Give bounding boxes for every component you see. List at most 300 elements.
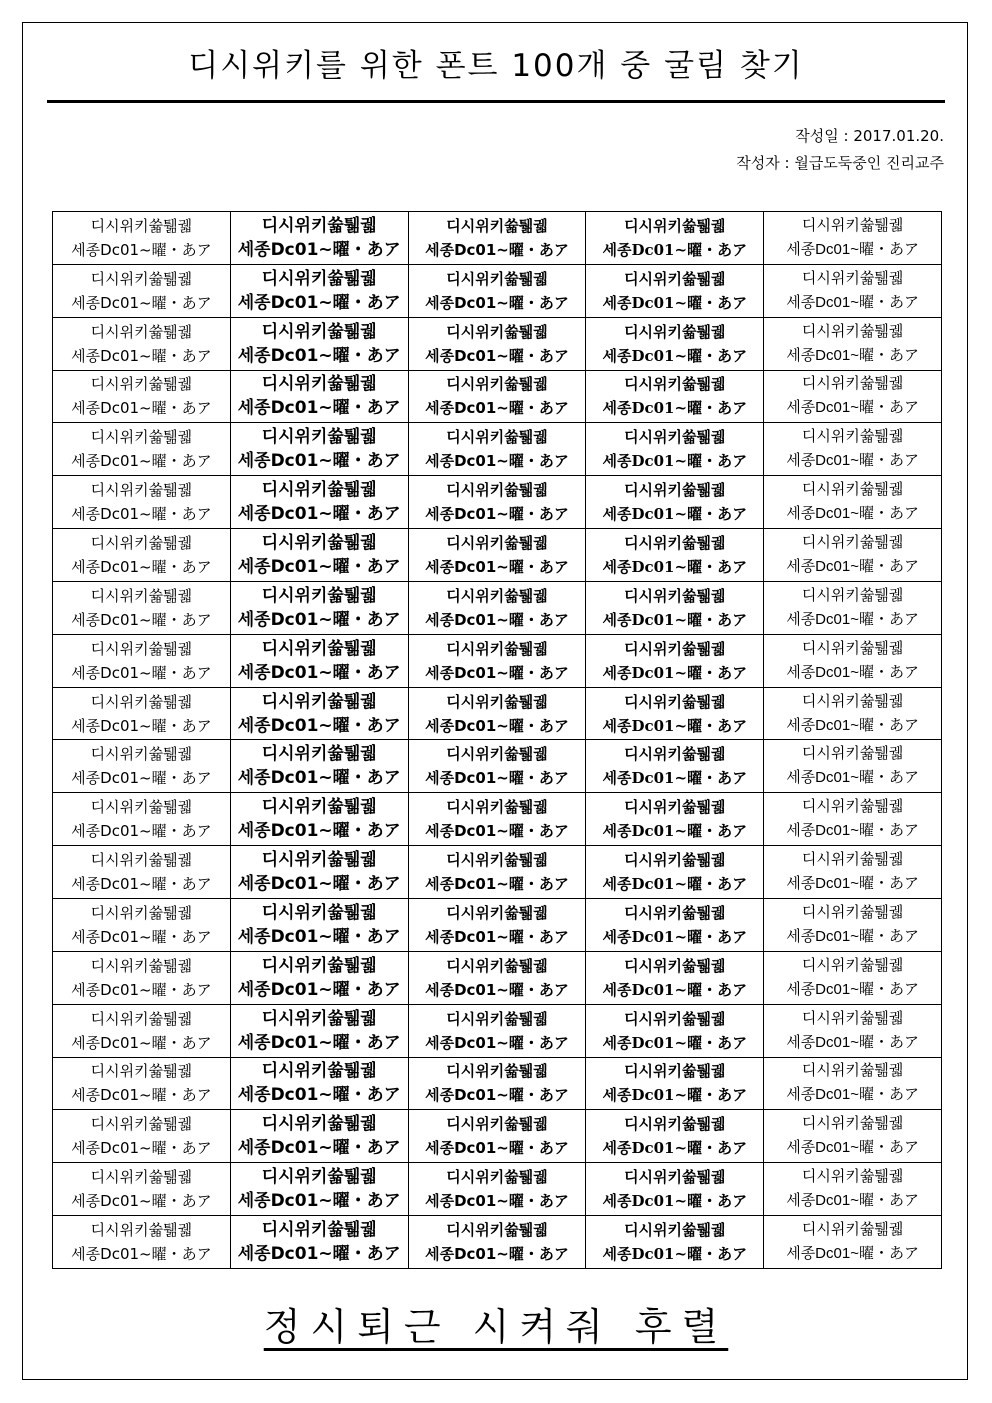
table-row — [53, 951, 942, 1004]
sample-line-1: 디시위키쓟퉮궯 — [801, 375, 904, 393]
font-sample-cell — [230, 1004, 408, 1057]
font-sample-cell — [586, 1110, 764, 1163]
sample-line-1: 디시위키쓟퉮궯 — [90, 639, 193, 658]
table-row — [53, 1057, 942, 1110]
sample-line-1: 디시위키쓟퉮궯 — [446, 798, 548, 817]
font-sample-cell — [586, 1216, 764, 1269]
sample-line-2: 세종Dc01~曜・あア — [71, 1139, 212, 1158]
font-sample-cell — [764, 370, 942, 423]
font-sample-cell — [230, 476, 408, 529]
sample-line-2: 세종Dc01~曜・あア — [602, 1086, 748, 1105]
font-sample-cell — [586, 951, 764, 1004]
sample-line-2: 세종Dc01~曜・あア — [237, 926, 401, 947]
font-sample-cell — [230, 1216, 408, 1269]
sample-line-2: 세종Dc01~曜・あア — [786, 1192, 919, 1210]
font-sample-cell — [408, 793, 586, 846]
sample-line-1: 디시위키쓟퉮궯 — [90, 586, 193, 605]
sample-line-1: 디시위키쓟퉮궯 — [446, 1062, 548, 1081]
sample-line-2: 세종Dc01~曜・あア — [71, 875, 212, 894]
sample-line-1: 디시위키쓟퉮궯 — [446, 1009, 548, 1028]
sample-line-1: 디시위키쓟퉮궯 — [261, 427, 377, 448]
sample-line-2: 세종Dc01~曜・あア — [71, 399, 212, 418]
table-row — [53, 212, 942, 265]
table-row — [53, 1110, 942, 1163]
sample-line-1: 디시위키쓟퉮궯 — [90, 851, 193, 870]
sample-line-1: 디시위키쓟퉮궯 — [261, 1114, 377, 1135]
sample-line-2: 세종Dc01~曜・あア — [71, 1086, 212, 1105]
font-sample-cell — [764, 1004, 942, 1057]
table-row — [53, 898, 942, 951]
sample-line-1: 디시위키쓟퉮궯 — [446, 269, 548, 288]
sample-line-2: 세종Dc01~曜・あア — [237, 1191, 401, 1212]
sample-line-2: 세종Dc01~曜・あア — [237, 874, 401, 895]
font-sample-cell — [586, 740, 764, 793]
sample-line-1: 디시위키쓟퉮궯 — [261, 480, 377, 501]
sample-line-2: 세종Dc01~曜・あア — [786, 610, 919, 628]
font-sample-cell — [53, 1057, 231, 1110]
sample-line-2: 세종Dc01~曜・あア — [71, 1192, 212, 1211]
font-sample-cell — [408, 212, 586, 265]
sample-line-2: 세종Dc01~曜・あア — [425, 505, 569, 524]
sample-line-2: 세종Dc01~曜・あア — [425, 663, 569, 682]
sample-line-1: 디시위키쓟퉮궯 — [624, 798, 726, 817]
sample-line-1: 디시위키쓟퉮궯 — [90, 1062, 193, 1081]
sample-line-1: 디시위키쓟퉮궯 — [624, 586, 726, 605]
sample-line-2: 세종Dc01~曜・あア — [71, 716, 212, 735]
page-title: 디시위키를 위한 폰트 100개 중 굴림 찾기 — [188, 48, 804, 84]
font-sample-cell — [408, 846, 586, 899]
sample-line-2: 세종Dc01~曜・あア — [786, 346, 919, 364]
font-sample-cell — [586, 529, 764, 582]
font-sample-cell — [586, 212, 764, 265]
font-sample-cell — [230, 370, 408, 423]
font-sample-cell — [408, 634, 586, 687]
font-sample-cell — [764, 1057, 942, 1110]
sample-line-1: 디시위키쓟퉮궯 — [90, 216, 193, 235]
sample-line-1: 디시위키쓟퉮궯 — [624, 481, 726, 500]
sample-line-2: 세종Dc01~曜・あア — [237, 979, 401, 1000]
sample-line-1: 디시위키쓟퉮궯 — [624, 428, 726, 447]
sample-line-2: 세종Dc01~曜・あア — [425, 980, 569, 999]
font-sample-cell — [764, 1216, 942, 1269]
sample-line-2: 세종Dc01~曜・あア — [425, 293, 569, 312]
sample-line-1: 디시위키쓟퉮궯 — [801, 481, 904, 499]
sample-line-2: 세종Dc01~曜・あア — [71, 980, 212, 999]
sample-line-2: 세종Dc01~曜・あア — [425, 716, 569, 735]
sample-line-2: 세종Dc01~曜・あア — [71, 663, 212, 682]
sample-line-1: 디시위키쓟퉮궯 — [624, 322, 726, 341]
sample-line-1: 디시위키쓟퉮궯 — [801, 745, 904, 763]
font-sample-cell — [53, 1004, 231, 1057]
font-sample-cell — [53, 476, 231, 529]
footer — [0, 1296, 992, 1351]
sample-line-2: 세종Dc01~曜・あア — [71, 346, 212, 365]
sample-line-2: 세종Dc01~曜・あア — [425, 610, 569, 629]
sample-line-1: 디시위키쓟퉮궯 — [446, 375, 548, 394]
sample-line-1: 디시위키쓟퉮궯 — [624, 1062, 726, 1081]
sample-line-2: 세종Dc01~曜・あア — [602, 452, 748, 471]
sample-line-1: 디시위키쓟퉮궯 — [90, 1115, 193, 1134]
font-sample-cell — [408, 423, 586, 476]
sample-line-1: 디시위키쓟퉮궯 — [90, 269, 193, 288]
font-sample-cell — [586, 1163, 764, 1216]
font-sample-cell — [53, 370, 231, 423]
sample-line-2: 세종Dc01~曜・あア — [786, 399, 919, 417]
sample-line-2: 세종Dc01~曜・あア — [425, 346, 569, 365]
sample-line-1: 디시위키쓟퉮궯 — [801, 903, 904, 921]
sample-line-1: 디시위키쓟퉮궯 — [801, 639, 904, 657]
sample-line-2: 세종Dc01~曜・あア — [71, 557, 212, 576]
font-sample-cell — [764, 687, 942, 740]
sample-line-1: 디시위키쓟퉮궯 — [90, 956, 193, 975]
sample-line-1: 디시위키쓟퉮궯 — [261, 1008, 377, 1029]
sample-line-2: 세종Dc01~曜・あア — [786, 1086, 919, 1104]
sample-line-1: 디시위키쓟퉮궯 — [446, 745, 548, 764]
sample-line-1: 디시위키쓟퉮궯 — [624, 692, 726, 711]
sample-line-1: 디시위키쓟퉮궯 — [261, 850, 377, 871]
font-sample-cell — [408, 687, 586, 740]
sample-line-2: 세종Dc01~曜・あア — [237, 715, 401, 736]
sample-line-2: 세종Dc01~曜・あア — [71, 1033, 212, 1052]
sample-line-1: 디시위키쓟퉮궯 — [261, 585, 377, 606]
sample-line-2: 세종Dc01~曜・あア — [786, 505, 919, 523]
font-sample-cell — [764, 634, 942, 687]
sample-line-2: 세종Dc01~曜・あア — [71, 293, 212, 312]
table-row — [53, 793, 942, 846]
font-sample-cell — [53, 1110, 231, 1163]
font-sample-cell — [586, 634, 764, 687]
table-row — [53, 1216, 942, 1269]
sample-line-2: 세종Dc01~曜・あア — [602, 822, 748, 841]
sample-line-2: 세종Dc01~曜・あア — [602, 240, 748, 259]
sample-line-1: 디시위키쓟퉮궯 — [261, 638, 377, 659]
font-sample-cell — [230, 687, 408, 740]
sample-line-1: 디시위키쓟퉮궯 — [261, 374, 377, 395]
sample-line-2: 세종Dc01~曜・あア — [425, 927, 569, 946]
font-sample-cell — [586, 317, 764, 370]
font-sample-cell — [53, 212, 231, 265]
font-sample-cell — [764, 793, 942, 846]
font-sample-cell — [586, 687, 764, 740]
font-sample-cell — [53, 740, 231, 793]
sample-line-2: 세종Dc01~曜・あア — [602, 980, 748, 999]
sample-line-2: 세종Dc01~曜・あア — [786, 769, 919, 787]
font-sample-cell — [53, 264, 231, 317]
font-sample-cell — [586, 264, 764, 317]
sample-line-2: 세종Dc01~曜・あア — [71, 822, 212, 841]
sample-line-1: 디시위키쓟퉮궯 — [261, 902, 377, 923]
font-sample-cell — [764, 951, 942, 1004]
font-sample-cell — [53, 687, 231, 740]
font-sample-cell — [230, 634, 408, 687]
font-sample-cell — [764, 212, 942, 265]
sample-line-1: 디시위키쓟퉮궯 — [90, 375, 193, 394]
table-row — [53, 1163, 942, 1216]
font-sample-cell — [53, 1216, 231, 1269]
font-sample-cell — [53, 317, 231, 370]
sample-line-1: 디시위키쓟퉮궯 — [624, 1009, 726, 1028]
author-line: 작성자 : 월급도둑중인 진리교주 — [736, 154, 944, 172]
sample-line-2: 세종Dc01~曜・あア — [237, 292, 401, 313]
sample-line-2: 세종Dc01~曜・あア — [71, 505, 212, 524]
sample-line-1: 디시위키쓟퉮궯 — [90, 428, 193, 447]
sample-line-2: 세종Dc01~曜・あア — [786, 822, 919, 840]
sample-line-2: 세종Dc01~曜・あア — [71, 240, 212, 259]
sample-line-1: 디시위키쓟퉮궯 — [801, 1062, 904, 1080]
font-sample-cell — [230, 1057, 408, 1110]
sample-line-2: 세종Dc01~曜・あア — [602, 1139, 748, 1158]
sample-line-1: 디시위키쓟퉮궯 — [801, 1009, 904, 1027]
table-row — [53, 581, 942, 634]
font-sample-cell — [53, 581, 231, 634]
sample-line-1: 디시위키쓟퉮궯 — [801, 1221, 904, 1239]
sample-line-1: 디시위키쓟퉮궯 — [801, 692, 904, 710]
font-sample-cell — [53, 793, 231, 846]
font-sample-cell — [586, 423, 764, 476]
sample-line-1: 디시위키쓟퉮궯 — [624, 956, 726, 975]
sample-line-2: 세종Dc01~曜・あア — [602, 399, 748, 418]
sample-line-1: 디시위키쓟퉮궯 — [90, 1009, 193, 1028]
sample-line-1: 디시위키쓟퉮궯 — [446, 533, 548, 552]
font-sample-cell — [586, 476, 764, 529]
sample-line-2: 세종Dc01~曜・あア — [425, 1192, 569, 1211]
sample-line-2: 세종Dc01~曜・あア — [786, 293, 919, 311]
sample-line-2: 세종Dc01~曜・あア — [237, 451, 401, 472]
font-sample-cell — [230, 264, 408, 317]
sample-line-2: 세종Dc01~曜・あア — [786, 557, 919, 575]
sample-line-1: 디시위키쓟퉮궯 — [801, 269, 904, 287]
sample-line-1: 디시위키쓟퉮궯 — [90, 322, 193, 341]
sample-line-2: 세종Dc01~曜・あア — [786, 1139, 919, 1157]
sample-line-1: 디시위키쓟퉮궯 — [446, 481, 548, 500]
font-sample-cell — [408, 1004, 586, 1057]
sample-line-1: 디시위키쓟퉮궯 — [261, 215, 377, 236]
sample-line-2: 세종Dc01~曜・あア — [425, 769, 569, 788]
font-sample-cell — [408, 1057, 586, 1110]
sample-line-2: 세종Dc01~曜・あア — [237, 556, 401, 577]
sample-line-1: 디시위키쓟퉮궯 — [261, 955, 377, 976]
sample-line-1: 디시위키쓟퉮궯 — [90, 533, 193, 552]
font-sample-cell — [764, 1163, 942, 1216]
font-sample-cell — [230, 740, 408, 793]
font-sample-cell — [764, 529, 942, 582]
table-row — [53, 476, 942, 529]
sample-line-1: 디시위키쓟퉮궯 — [624, 1168, 726, 1187]
sample-line-1: 디시위키쓟퉮궯 — [446, 428, 548, 447]
sample-line-2: 세종Dc01~曜・あア — [237, 821, 401, 842]
font-sample-cell — [764, 846, 942, 899]
sample-line-1: 디시위키쓟퉮궯 — [446, 903, 548, 922]
sample-line-1: 디시위키쓟퉮궯 — [261, 1167, 377, 1188]
font-sample-cell — [408, 898, 586, 951]
sample-line-2: 세종Dc01~曜・あア — [237, 1138, 401, 1159]
font-sample-cell — [230, 317, 408, 370]
sample-line-2: 세종Dc01~曜・あア — [602, 1245, 748, 1264]
sample-line-1: 디시위키쓟퉮궯 — [446, 1115, 548, 1134]
sample-line-1: 디시위키쓟퉮궯 — [624, 216, 726, 235]
font-sample-cell — [230, 898, 408, 951]
table-row — [53, 423, 942, 476]
font-sample-cell — [764, 264, 942, 317]
sample-line-2: 세종Dc01~曜・あア — [786, 240, 919, 258]
sample-line-1: 디시위키쓟퉮궯 — [801, 586, 904, 604]
font-sample-cell — [230, 529, 408, 582]
sample-line-1: 디시위키쓟퉮궯 — [801, 851, 904, 869]
sample-line-2: 세종Dc01~曜・あア — [602, 610, 748, 629]
font-sample-cell — [764, 581, 942, 634]
date-line: 작성일 : 2017.01.20. — [795, 127, 944, 145]
sample-line-2: 세종Dc01~曜・あア — [425, 1139, 569, 1158]
font-sample-cell — [408, 264, 586, 317]
sample-line-2: 세종Dc01~曜・あア — [786, 875, 919, 893]
sample-line-1: 디시위키쓟퉮궯 — [624, 851, 726, 870]
sample-line-2: 세종Dc01~曜・あア — [602, 557, 748, 576]
sample-line-1: 디시위키쓟퉮궯 — [624, 533, 726, 552]
sample-line-2: 세종Dc01~曜・あア — [71, 927, 212, 946]
font-sample-cell — [764, 476, 942, 529]
sample-line-1: 디시위키쓟퉮궯 — [624, 745, 726, 764]
table-row — [53, 370, 942, 423]
sample-line-2: 세종Dc01~曜・あア — [237, 398, 401, 419]
table-row — [53, 529, 942, 582]
font-sample-cell — [230, 1110, 408, 1163]
footer-text: 정시퇴근 시켜줘 후렬 — [263, 1305, 729, 1349]
font-sample-cell — [53, 634, 231, 687]
sample-line-2: 세종Dc01~曜・あア — [237, 504, 401, 525]
sample-line-2: 세종Dc01~曜・あア — [237, 1244, 401, 1265]
sample-line-2: 세종Dc01~曜・あア — [71, 452, 212, 471]
font-sample-cell — [764, 898, 942, 951]
sample-line-2: 세종Dc01~曜・あア — [237, 345, 401, 366]
table-row — [53, 846, 942, 899]
sample-line-2: 세종Dc01~曜・あア — [425, 1245, 569, 1264]
sample-line-2: 세종Dc01~曜・あア — [237, 239, 401, 260]
sample-line-2: 세종Dc01~曜・あア — [71, 1245, 212, 1264]
title-divider — [47, 100, 945, 103]
sample-line-1: 디시위키쓟퉮궯 — [446, 1221, 548, 1240]
sample-line-1: 디시위키쓟퉮궯 — [90, 798, 193, 817]
sample-line-1: 디시위키쓟퉮궯 — [90, 481, 193, 500]
sample-line-1: 디시위키쓟퉮궯 — [801, 956, 904, 974]
font-sample-cell — [53, 898, 231, 951]
sample-line-2: 세종Dc01~曜・あア — [237, 1085, 401, 1106]
sample-line-1: 디시위키쓟퉮궯 — [446, 956, 548, 975]
sample-line-2: 세종Dc01~曜・あア — [71, 610, 212, 629]
font-sample-cell — [53, 529, 231, 582]
sample-line-1: 디시위키쓟퉮궯 — [90, 745, 193, 764]
font-sample-cell — [53, 423, 231, 476]
sample-line-1: 디시위키쓟퉮궯 — [90, 903, 193, 922]
font-sample-cell — [408, 476, 586, 529]
table-row — [53, 740, 942, 793]
font-sample-cell — [230, 212, 408, 265]
font-sample-cell — [53, 1163, 231, 1216]
sample-line-2: 세종Dc01~曜・あア — [425, 1086, 569, 1105]
font-sample-cell — [230, 1163, 408, 1216]
font-sample-cell — [408, 529, 586, 582]
font-sample-cell — [230, 846, 408, 899]
sample-line-1: 디시위키쓟퉮궯 — [624, 903, 726, 922]
sample-line-2: 세종Dc01~曜・あア — [602, 1192, 748, 1211]
sample-line-1: 디시위키쓟퉮궯 — [624, 1115, 726, 1134]
font-sample-cell — [764, 423, 942, 476]
font-sample-cell — [408, 1216, 586, 1269]
sample-line-2: 세종Dc01~曜・あア — [425, 1033, 569, 1052]
table-row — [53, 1004, 942, 1057]
sample-line-2: 세종Dc01~曜・あア — [425, 822, 569, 841]
sample-line-2: 세종Dc01~曜・あア — [425, 399, 569, 418]
font-sample-cell — [230, 581, 408, 634]
font-sample-cell — [586, 1004, 764, 1057]
font-sample-cell — [408, 317, 586, 370]
sample-line-1: 디시위키쓟퉮궯 — [624, 1221, 726, 1240]
font-sample-cell — [586, 793, 764, 846]
sample-line-1: 디시위키쓟퉮궯 — [624, 375, 726, 394]
sample-line-1: 디시위키쓟퉮궯 — [261, 1061, 377, 1082]
sample-line-2: 세종Dc01~曜・あア — [425, 452, 569, 471]
sample-line-2: 세종Dc01~曜・あア — [602, 927, 748, 946]
font-sample-cell — [53, 951, 231, 1004]
font-sample-cell — [764, 740, 942, 793]
sample-line-1: 디시위키쓟퉮궯 — [801, 1168, 904, 1186]
font-sample-cell — [408, 581, 586, 634]
sample-line-1: 디시위키쓟퉮궯 — [261, 268, 377, 289]
sample-line-1: 디시위키쓟퉮궯 — [624, 639, 726, 658]
sample-line-1: 디시위키쓟퉮궯 — [624, 269, 726, 288]
sample-line-1: 디시위키쓟퉮궯 — [446, 851, 548, 870]
sample-line-2: 세종Dc01~曜・あア — [425, 240, 569, 259]
sample-line-1: 디시위키쓟퉮궯 — [261, 797, 377, 818]
font-sample-cell — [764, 317, 942, 370]
sample-line-1: 디시위키쓟퉮궯 — [261, 744, 377, 765]
font-sample-cell — [764, 1110, 942, 1163]
sample-line-1: 디시위키쓟퉮궯 — [90, 1168, 193, 1187]
sample-line-1: 디시위키쓟퉮궯 — [801, 798, 904, 816]
sample-line-2: 세종Dc01~曜・あア — [602, 716, 748, 735]
font-sample-cell — [586, 581, 764, 634]
table-row — [53, 634, 942, 687]
sample-line-1: 디시위키쓟퉮궯 — [446, 216, 548, 235]
sample-line-2: 세종Dc01~曜・あア — [602, 769, 748, 788]
sample-line-2: 세종Dc01~曜・あア — [602, 293, 748, 312]
sample-line-2: 세종Dc01~曜・あア — [786, 716, 919, 734]
sample-line-2: 세종Dc01~曜・あア — [237, 662, 401, 683]
font-sample-cell — [408, 370, 586, 423]
sample-line-1: 디시위키쓟퉮궯 — [801, 216, 904, 234]
table-row — [53, 687, 942, 740]
font-sample-cell — [586, 846, 764, 899]
sample-line-2: 세종Dc01~曜・あア — [602, 1033, 748, 1052]
sample-line-1: 디시위키쓟퉮궯 — [801, 533, 904, 551]
sample-line-2: 세종Dc01~曜・あア — [237, 768, 401, 789]
font-sample-table — [52, 211, 942, 1269]
font-sample-cell — [408, 1163, 586, 1216]
sample-line-2: 세종Dc01~曜・あア — [602, 346, 748, 365]
font-sample-cell — [408, 951, 586, 1004]
font-sample-cell — [586, 1057, 764, 1110]
font-sample-cell — [53, 846, 231, 899]
sample-line-2: 세종Dc01~曜・あア — [237, 1032, 401, 1053]
sample-line-2: 세종Dc01~曜・あア — [786, 663, 919, 681]
sample-line-2: 세종Dc01~曜・あア — [786, 1245, 919, 1263]
sample-line-2: 세종Dc01~曜・あア — [71, 769, 212, 788]
sample-line-2: 세종Dc01~曜・あア — [786, 980, 919, 998]
sample-line-2: 세종Dc01~曜・あア — [425, 875, 569, 894]
sample-line-1: 디시위키쓟퉮궯 — [90, 1221, 193, 1240]
font-sample-cell — [230, 793, 408, 846]
sample-line-1: 디시위키쓟퉮궯 — [801, 322, 904, 340]
font-sample-cell — [408, 1110, 586, 1163]
